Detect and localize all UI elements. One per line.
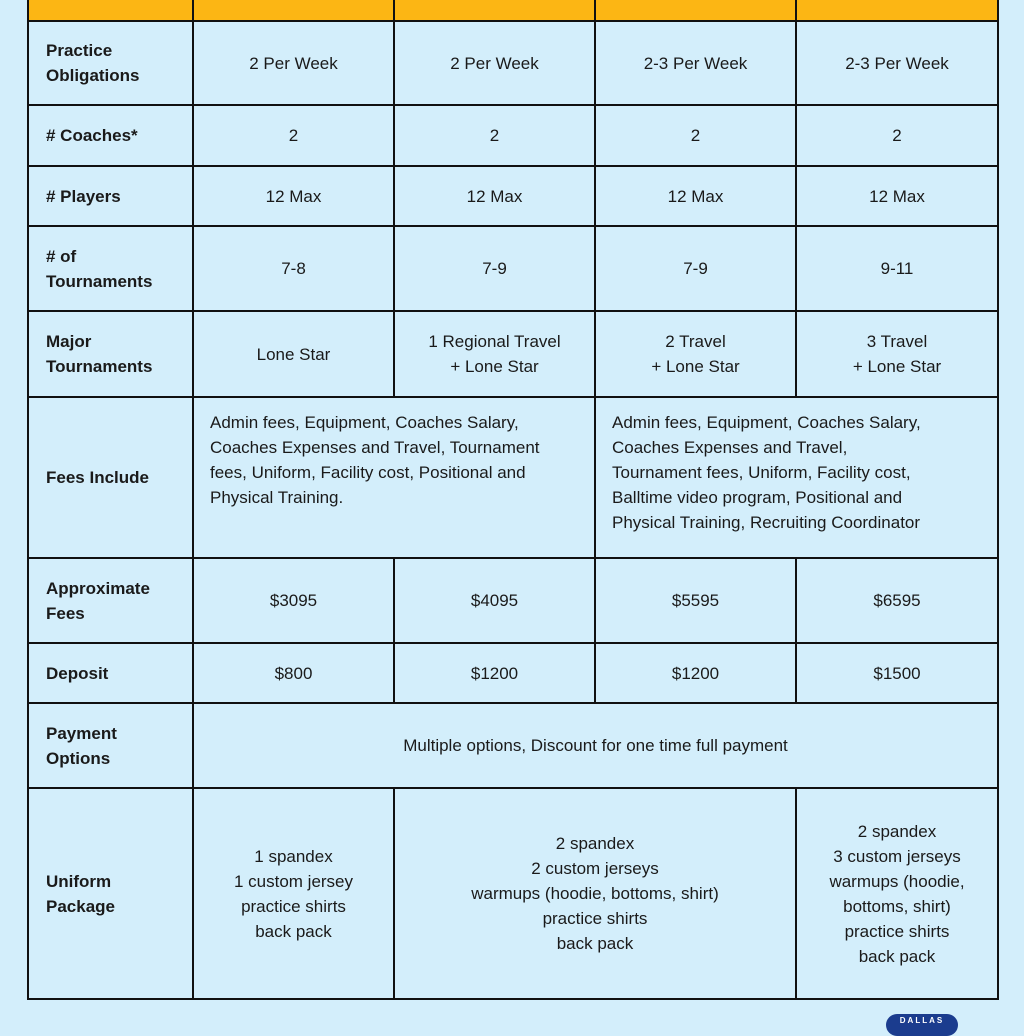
cell-value: 12 Max <box>595 166 796 226</box>
cell-value: $800 <box>193 643 394 703</box>
cell-value: 2 Per Week <box>394 21 595 105</box>
payment-options-value: Multiple options, Discount for one time full payment <box>193 703 998 788</box>
row-label: Fees Include <box>28 397 193 558</box>
row-players <box>28 166 998 226</box>
row-coaches <box>28 105 998 166</box>
cell-value: Lone Star <box>193 311 394 397</box>
cell-value: 2 <box>595 105 796 166</box>
header-cell <box>796 0 998 21</box>
uniform-col1: 1 spandex 1 custom jersey practice shirts back pack <box>193 788 394 999</box>
cell-value: 12 Max <box>796 166 998 226</box>
cell-value: $4095 <box>394 558 595 643</box>
cell-value: 7-9 <box>394 226 595 311</box>
cell-value: 2 <box>394 105 595 166</box>
cell-value: $5595 <box>595 558 796 643</box>
row-payment-options <box>28 703 998 788</box>
row-uniform-package <box>28 788 998 999</box>
header-cell <box>394 0 595 21</box>
header-cell <box>595 0 796 21</box>
fees-include-right: Admin fees, Equipment, Coaches Salary, Coaches Expenses and Travel, Tournament fees, Uniform, Facility cost, Balltime video program, Positional and Physical Training, Recruiting Coordinator <box>595 397 998 558</box>
cell-value: 7-9 <box>595 226 796 311</box>
cell-value: 2 Per Week <box>193 21 394 105</box>
cell-value: $1200 <box>394 643 595 703</box>
dallas-logo-badge: DALLAS <box>886 1014 958 1036</box>
cell-value: 2-3 Per Week <box>595 21 796 105</box>
row-label: Major Tournaments <box>28 311 193 397</box>
row-fees-include <box>28 397 998 558</box>
cell-value: 1 Regional Travel + Lone Star <box>394 311 595 397</box>
header-row <box>28 0 998 21</box>
cell-value: 2 <box>796 105 998 166</box>
header-cell <box>28 0 193 21</box>
cell-value: 12 Max <box>394 166 595 226</box>
cell-value: 2 Travel + Lone Star <box>595 311 796 397</box>
row-deposit <box>28 643 998 703</box>
uniform-col4: 2 spandex 3 custom jerseys warmups (hoodie, bottoms, shirt) practice shirts back pack <box>796 788 998 999</box>
cell-value: $1200 <box>595 643 796 703</box>
row-major-tournaments <box>28 311 998 397</box>
cell-value: $3095 <box>193 558 394 643</box>
cell-value: 2 <box>193 105 394 166</box>
row-label: Practice Obligations <box>28 21 193 105</box>
row-practice-obligations <box>28 21 998 105</box>
row-tournaments <box>28 226 998 311</box>
comparison-table <box>27 0 999 1000</box>
uniform-col23: 2 spandex 2 custom jerseys warmups (hoodie, bottoms, shirt) practice shirts back pack <box>394 788 796 999</box>
row-label: Deposit <box>28 643 193 703</box>
header-cell <box>193 0 394 21</box>
fees-include-left: Admin fees, Equipment, Coaches Salary, Coaches Expenses and Travel, Tournament fees, Uniform, Facility cost, Positional and Physical Training. <box>193 397 595 558</box>
cell-value: $1500 <box>796 643 998 703</box>
cell-value: 3 Travel + Lone Star <box>796 311 998 397</box>
row-label: # of Tournaments <box>28 226 193 311</box>
row-approximate-fees <box>28 558 998 643</box>
row-label: Uniform Package <box>28 788 193 999</box>
cell-value: 2-3 Per Week <box>796 21 998 105</box>
row-label: # Coaches* <box>28 105 193 166</box>
cell-value: 9-11 <box>796 226 998 311</box>
row-label: Payment Options <box>28 703 193 788</box>
cell-value: $6595 <box>796 558 998 643</box>
row-label: # Players <box>28 166 193 226</box>
cell-value: 7-8 <box>193 226 394 311</box>
row-label: Approximate Fees <box>28 558 193 643</box>
cell-value: 12 Max <box>193 166 394 226</box>
